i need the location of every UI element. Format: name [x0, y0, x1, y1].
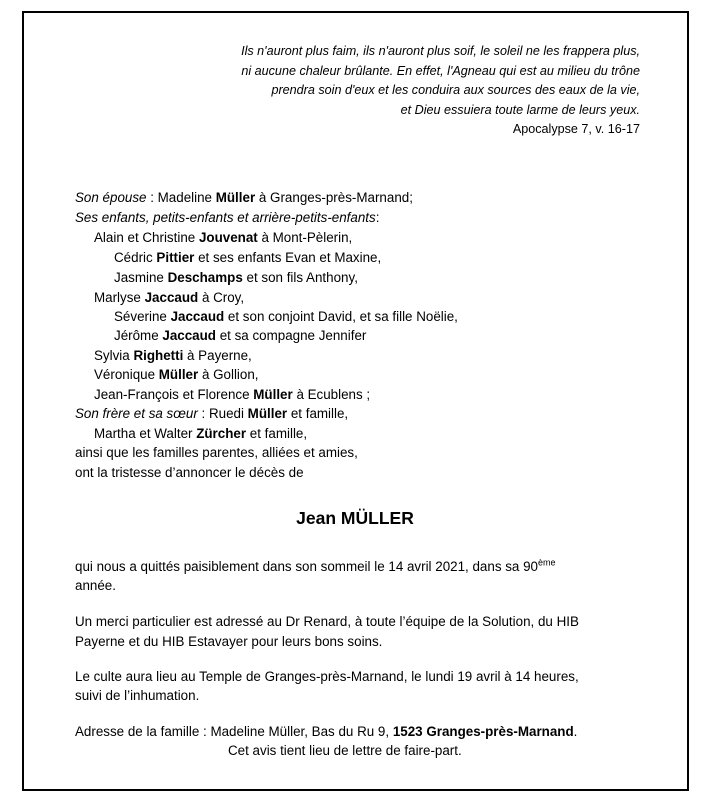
thanks-line: Un merci particulier est adressé au Dr Renard, à toute l’équipe de la Solution, du HIB: [75, 614, 579, 629]
service-line-cont: suivi de l’inhumation.: [75, 688, 200, 703]
family-children-heading: Ses enfants, petits-enfants et arrière-petits-enfants:: [75, 210, 380, 225]
family-member-line: Martha et Walter Zürcher et famille,: [94, 426, 308, 441]
family-member-line: Séverine Jaccaud et son conjoint David, et sa fille Noëlie,: [114, 309, 458, 324]
passing-line-cont: année.: [75, 578, 116, 593]
ordinal-superscript: ème: [538, 557, 556, 568]
announcement-line: ont la tristesse d’annoncer le décès de: [75, 465, 304, 480]
family-member-line: Cédric Pittier et ses enfants Evan et Maxine,: [114, 250, 382, 265]
family-member-line: Marlyse Jaccaud à Croy,: [94, 290, 245, 305]
family-siblings-line: Son frère et sa sœur : Ruedi Müller et famille,: [75, 406, 349, 421]
family-member-line: Jasmine Deschamps et son fils Anthony,: [114, 270, 358, 285]
family-member-line: Alain et Christine Jouvenat à Mont-Pèlerin,: [94, 230, 353, 245]
family-member-line: Jean-François et Florence Müller à Ecublens ;: [94, 387, 371, 402]
verse-reference: Apocalypse 7, v. 16-17: [512, 122, 640, 136]
family-spouse-line: Son épouse : Madeline Müller à Granges-près-Marnand;: [75, 190, 413, 205]
thanks-line-cont: Payerne et du HIB Estavayer pour leurs bons soins.: [75, 634, 383, 649]
notice-footer-line: Cet avis tient lieu de lettre de faire-part.: [228, 743, 462, 758]
family-relatives-line: ainsi que les familles parentes, alliées et amies,: [75, 445, 358, 460]
bible-verse: [241, 42, 640, 140]
passing-line: qui nous a quittés paisiblement dans son sommeil le 14 avril 2021, dans sa 90ème: [75, 557, 556, 574]
deceased-name: Jean MÜLLER: [296, 508, 414, 528]
family-member-line: Jérôme Jaccaud et sa compagne Jennifer: [114, 328, 367, 343]
verse-line: et Dieu essuiera toute larme de leurs yeux.: [400, 102, 640, 117]
verse-line: Ils n'auront plus faim, ils n'auront plus soif, le soleil ne les frappera plus,: [241, 44, 640, 58]
family-member-line: Sylvia Righetti à Payerne,: [94, 348, 252, 363]
family-address-line: Adresse de la famille : Madeline Müller, Bas du Ru 9, 1523 Granges-près-Marnand.: [75, 724, 578, 739]
verse-line: prendra soin d'eux et les conduira aux sources des eaux de la vie,: [271, 83, 640, 97]
verse-line: ni aucune chaleur brûlante. En effet, l'Agneau qui est au milieu du trône: [241, 63, 640, 78]
family-member-line: Véronique Müller à Gollion,: [94, 367, 259, 382]
service-line: Le culte aura lieu au Temple de Granges-près-Marnand, le lundi 19 avril à 14 heures,: [75, 669, 579, 684]
